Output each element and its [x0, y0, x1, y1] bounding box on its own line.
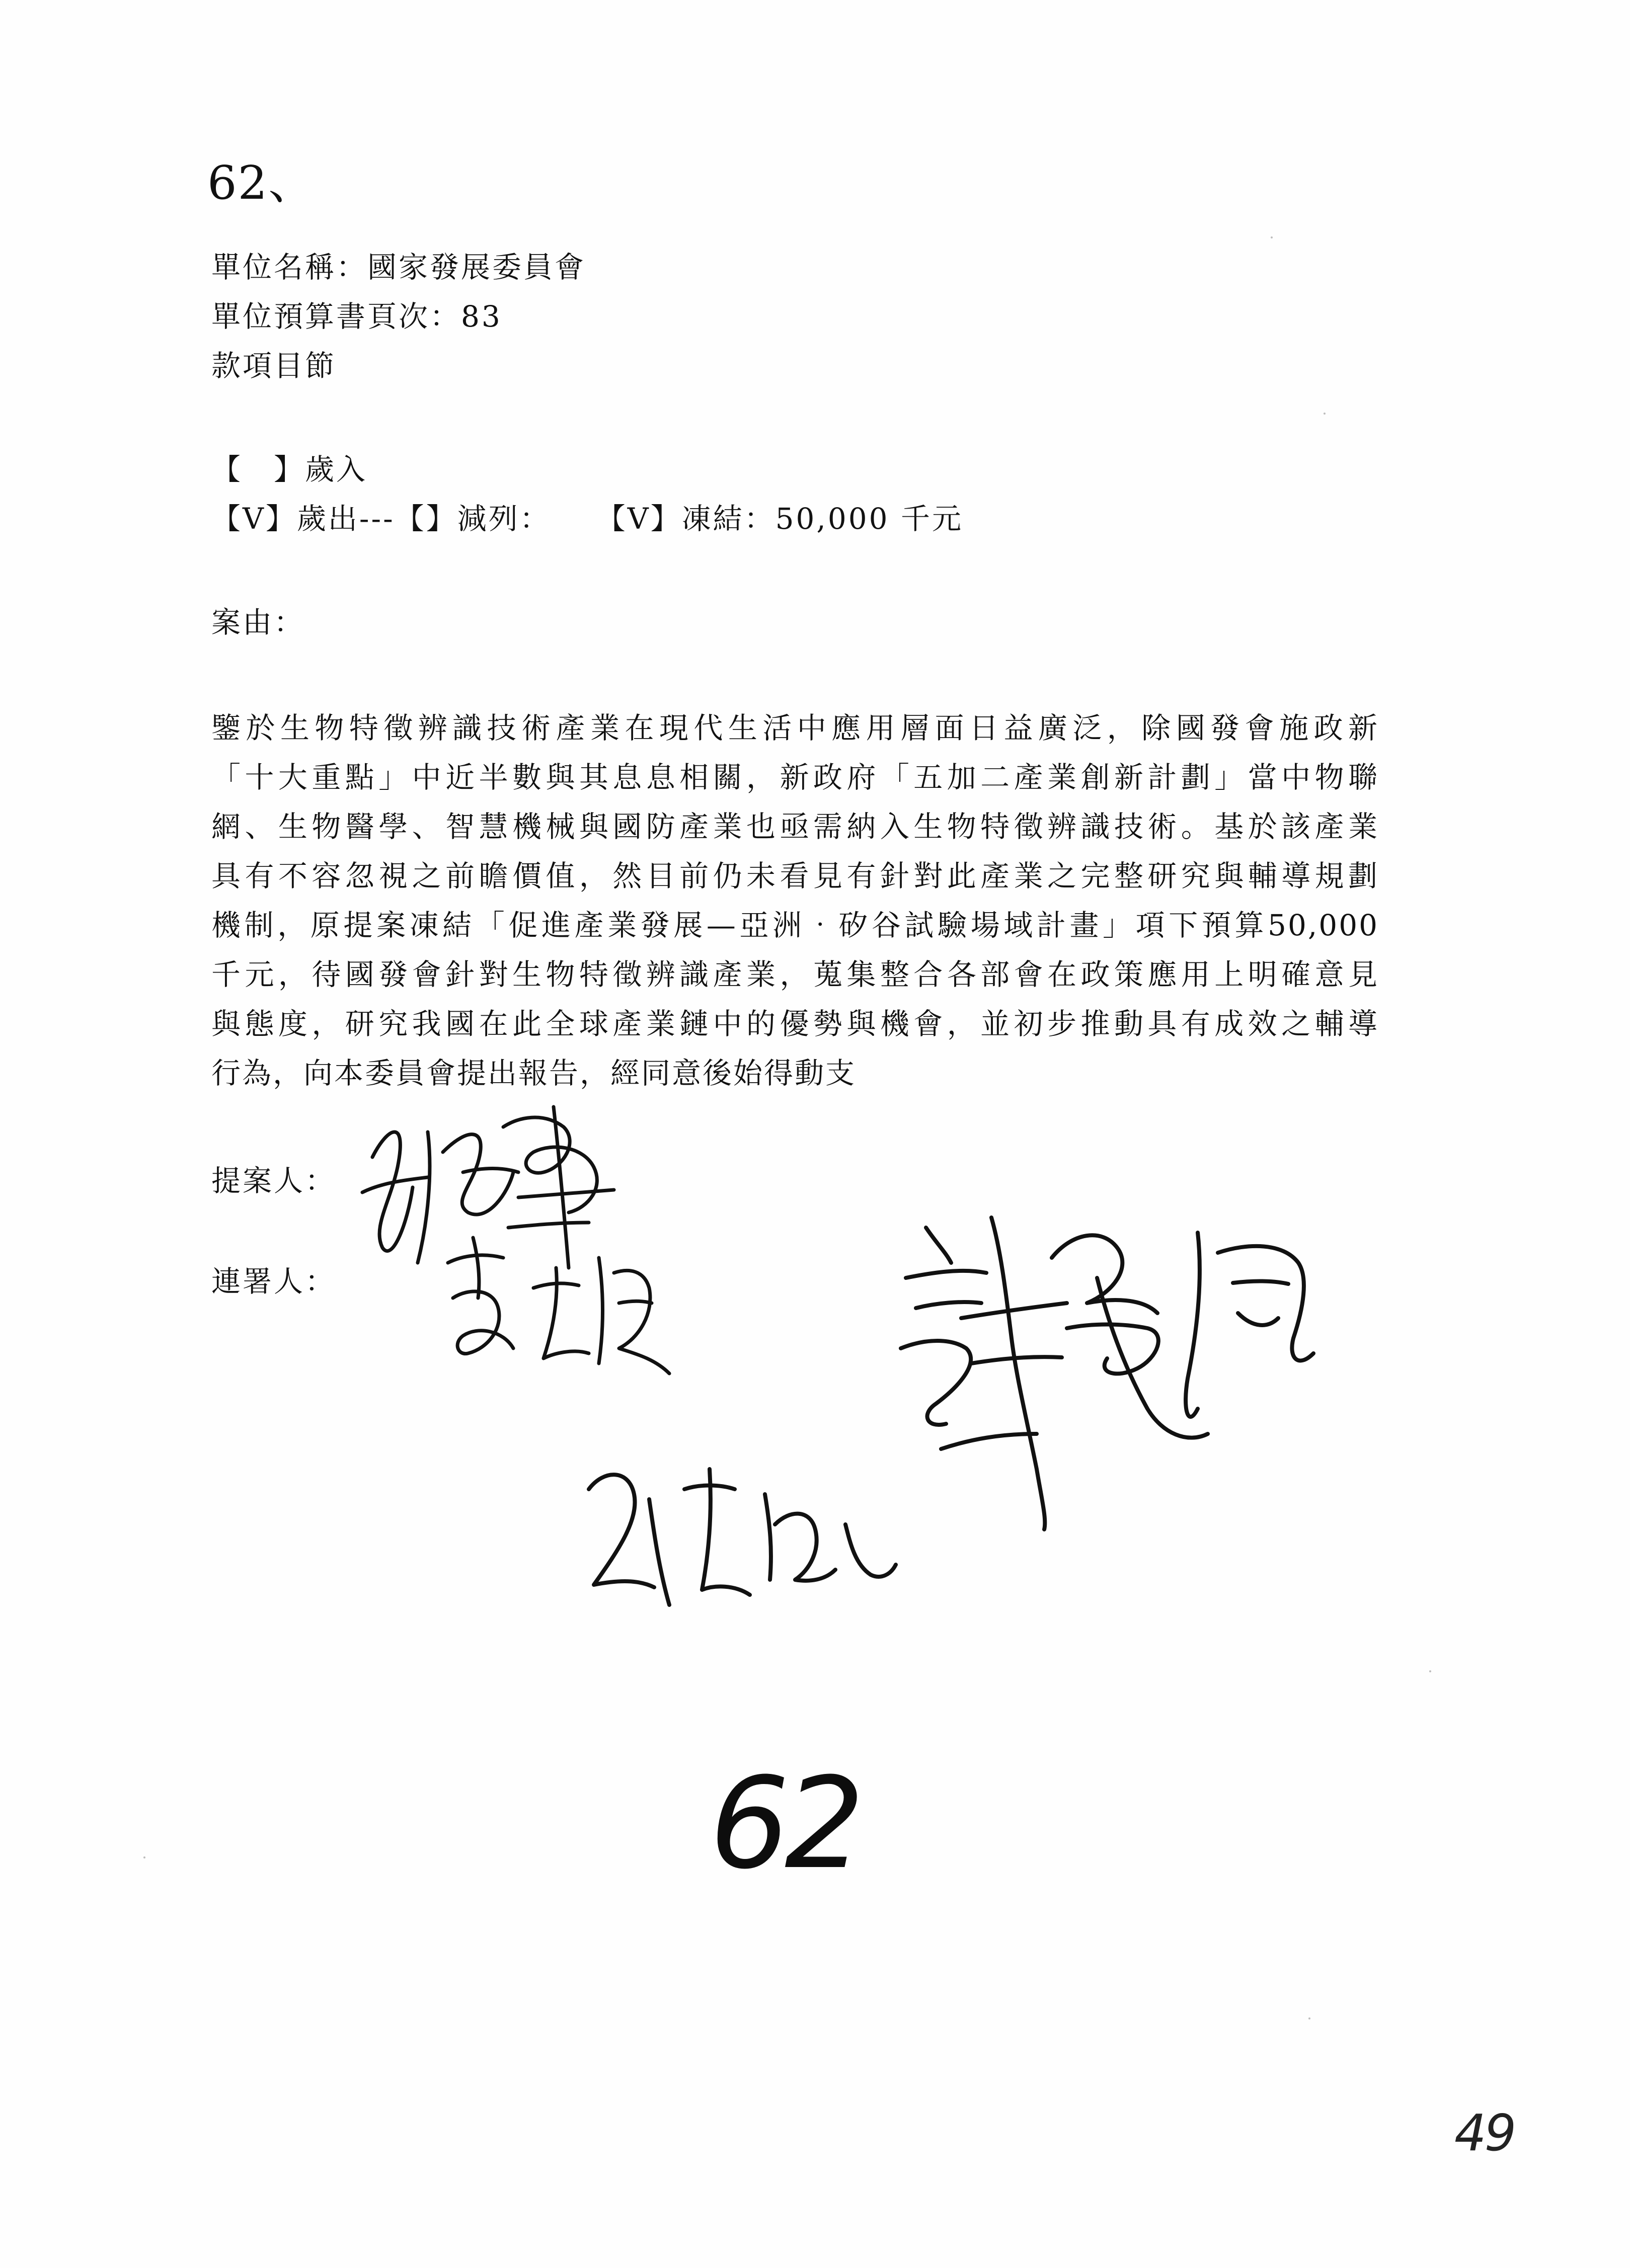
section-label: 款項目節 — [211, 349, 337, 383]
reason-line: 鑒於生物特徵辨識技術產業在現代生活中應用層面日益廣泛，除國發會施政新 — [211, 711, 1379, 745]
handwritten-item-number: 62 — [710, 1750, 860, 1897]
freeze-option: 【V】凍結：50,000 千元 — [596, 502, 963, 536]
scan-speck — [1308, 2017, 1310, 2019]
expense-option-row — [211, 502, 963, 536]
reason-line: 具有不容忽視之前瞻價值，然目前仍未看見有針對此產業之完整研究與輔導規劃 — [211, 859, 1379, 893]
scan-speck — [1429, 1670, 1431, 1672]
reason-line: 與態度，研究我國在此全球產業鏈中的優勢與機會，並初步推動具有成效之輔導 — [211, 1007, 1379, 1041]
reason-line: 千元，待國發會針對生物特徵辨識產業，蒐集整合各部會在政策應用上明確意見 — [211, 957, 1379, 992]
scan-speck — [143, 1856, 145, 1858]
reason-body — [211, 703, 1379, 1098]
reason-line: 行為，向本委員會提出報告，經同意後始得動支 — [211, 1056, 857, 1090]
cosigner-label: 連署人： — [211, 1264, 337, 1299]
budget-page: 單位預算書頁次：83 — [211, 299, 502, 334]
expense-reduce-option: 【V】歲出---【】減列： — [211, 502, 551, 536]
reason-line: 機制，原提案凍結「促進產業發展—亞洲‧矽谷試驗場域計畫」項下預算50,000 — [211, 908, 1379, 942]
unit-name: 單位名稱：國家發展委員會 — [211, 250, 586, 284]
reason-line: 網、生物醫學、智慧機械與國防產業也亟需納入生物特徵辨識技術。基於該產業 — [211, 809, 1379, 844]
proposer-label: 提案人： — [211, 1164, 337, 1198]
cosigner-signature-3 — [574, 1459, 906, 1620]
cosigner-signature-2 — [886, 1197, 1339, 1540]
item-number: 62、 — [207, 156, 316, 210]
reason-label: 案由： — [211, 605, 305, 639]
scan-speck — [1324, 413, 1326, 415]
page-number: 49 — [1454, 2103, 1515, 2162]
cosigner-signature-1 — [438, 1228, 674, 1389]
income-option: 【 】歲入 — [211, 452, 368, 487]
scan-speck — [1271, 236, 1273, 238]
reason-line: 「十大重點」中近半數與其息息相關，新政府「五加二產業創新計劃」當中物聯 — [211, 760, 1379, 794]
